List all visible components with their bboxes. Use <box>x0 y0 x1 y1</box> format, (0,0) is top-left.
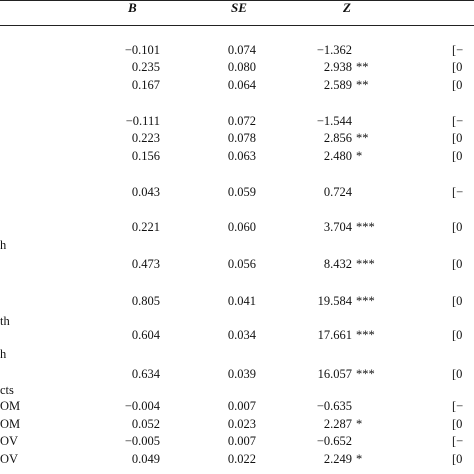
cell-ci: [0 <box>452 294 463 308</box>
z-value: −1.544 <box>316 114 352 128</box>
z-value: 2.856 <box>323 131 352 145</box>
cell-z <box>300 346 380 362</box>
table-row <box>0 219 474 235</box>
cell-z <box>300 327 380 343</box>
cell-se: 0.022 <box>227 452 256 466</box>
z-value: −0.652 <box>316 434 352 448</box>
table-row <box>0 148 474 164</box>
table-row <box>0 451 474 467</box>
cell-b: 0.805 <box>131 294 160 308</box>
cell-ci: [− <box>452 43 464 57</box>
cell-se: 0.007 <box>227 399 256 413</box>
significance-stars: *** <box>356 367 375 381</box>
table-row <box>0 77 474 93</box>
cell-z <box>300 256 380 272</box>
cell-b: 0.043 <box>131 185 160 199</box>
cell-se: 0.072 <box>227 114 256 128</box>
row-label: h <box>0 238 7 252</box>
z-value: 2.589 <box>323 78 352 92</box>
cell-b: 0.604 <box>131 328 160 342</box>
table-row <box>0 382 474 398</box>
cell-ci: [0 <box>452 78 463 92</box>
table-row <box>0 59 474 75</box>
table-row <box>0 293 474 309</box>
cell-ci: [− <box>452 185 464 199</box>
cell-se: 0.074 <box>227 43 256 57</box>
cell-b: 0.167 <box>131 78 160 92</box>
cell-ci: [0 <box>452 417 463 431</box>
cell-z <box>300 113 380 129</box>
header-se: SE <box>231 0 247 15</box>
cell-se: 0.063 <box>227 149 256 163</box>
table-row <box>0 398 474 414</box>
significance-stars: *** <box>356 257 375 271</box>
row-label: OV <box>0 434 19 448</box>
cell-b: 0.049 <box>131 452 160 466</box>
z-value: 19.584 <box>317 294 352 308</box>
cell-z <box>300 219 380 235</box>
cell-z <box>300 42 380 58</box>
table-row <box>0 433 474 449</box>
cell-z <box>300 148 380 164</box>
cell-se: 0.059 <box>227 185 256 199</box>
z-value: 17.661 <box>317 328 352 342</box>
significance-stars: * <box>356 149 363 163</box>
cell-se: 0.078 <box>227 131 256 145</box>
cell-ci: [0 <box>452 328 463 342</box>
cell-b: 0.221 <box>131 220 160 234</box>
header-z: Z <box>343 0 351 15</box>
cell-b: 0.235 <box>131 60 160 74</box>
cell-se: 0.007 <box>227 434 256 448</box>
cell-b: 0.473 <box>131 257 160 271</box>
cell-b: 0.052 <box>131 417 160 431</box>
cell-b: −0.111 <box>125 114 160 128</box>
table-row <box>0 42 474 58</box>
significance-stars: *** <box>356 294 375 308</box>
cell-ci: [0 <box>452 367 463 381</box>
cell-z <box>300 451 380 467</box>
row-label: OM <box>0 399 21 413</box>
cell-ci: [0 <box>452 220 463 234</box>
cell-z <box>300 77 380 93</box>
cell-ci: [0 <box>452 257 463 271</box>
z-value: −1.362 <box>316 43 352 57</box>
z-value: 2.480 <box>323 149 352 163</box>
cell-ci: [− <box>452 434 464 448</box>
cell-b: 0.634 <box>131 367 160 381</box>
z-value: 2.287 <box>323 417 352 431</box>
cell-se: 0.039 <box>227 367 256 381</box>
table-row <box>0 113 474 129</box>
table-row <box>0 237 474 253</box>
row-label: h <box>0 347 7 361</box>
cell-se: 0.060 <box>227 220 256 234</box>
cell-ci: [0 <box>452 60 463 74</box>
significance-stars: *** <box>356 328 375 342</box>
header-rule <box>0 25 474 26</box>
header-b: B <box>128 0 137 15</box>
table-row <box>0 416 474 432</box>
significance-stars: ** <box>356 60 369 74</box>
cell-ci: [0 <box>452 452 463 466</box>
cell-se: 0.041 <box>227 294 256 308</box>
cell-ci: [0 <box>452 131 463 145</box>
cell-z <box>300 398 380 414</box>
z-value: 16.057 <box>317 367 352 381</box>
cell-z <box>300 293 380 309</box>
significance-stars: * <box>356 417 363 431</box>
significance-stars: *** <box>356 220 375 234</box>
table-row <box>0 256 474 272</box>
cell-se: 0.056 <box>227 257 256 271</box>
row-label: cts <box>0 383 14 397</box>
cell-b: −0.004 <box>124 399 160 413</box>
cell-z <box>300 59 380 75</box>
z-value: 0.724 <box>323 185 352 199</box>
z-value: −0.635 <box>316 399 352 413</box>
cell-z <box>300 382 380 398</box>
row-label: OM <box>0 417 21 431</box>
table-row <box>0 130 474 146</box>
cell-se: 0.080 <box>227 60 256 74</box>
cell-se: 0.034 <box>227 328 256 342</box>
table-row <box>0 184 474 200</box>
cell-ci: [− <box>452 114 464 128</box>
row-label: th <box>0 314 10 328</box>
z-value: 3.704 <box>323 220 352 234</box>
table-row <box>0 327 474 343</box>
cell-b: 0.223 <box>131 131 160 145</box>
cell-z <box>300 416 380 432</box>
z-value: 2.938 <box>323 60 352 74</box>
cell-b: −0.005 <box>124 434 160 448</box>
cell-z <box>300 130 380 146</box>
cell-z <box>300 433 380 449</box>
cell-b: −0.101 <box>124 43 160 57</box>
cell-z <box>300 184 380 200</box>
significance-stars: ** <box>356 78 369 92</box>
cell-b: 0.156 <box>131 149 160 163</box>
significance-stars: * <box>356 452 363 466</box>
table-row <box>0 366 474 382</box>
cell-se: 0.023 <box>227 417 256 431</box>
cell-z <box>300 366 380 382</box>
table-row <box>0 346 474 362</box>
z-value: 8.432 <box>323 257 352 271</box>
row-label: OV <box>0 452 19 466</box>
cell-ci: [0 <box>452 149 463 163</box>
cell-se: 0.064 <box>227 78 256 92</box>
significance-stars: ** <box>356 131 369 145</box>
cell-z <box>300 237 380 253</box>
z-value: 2.249 <box>323 452 352 466</box>
cell-ci: [− <box>452 399 464 413</box>
